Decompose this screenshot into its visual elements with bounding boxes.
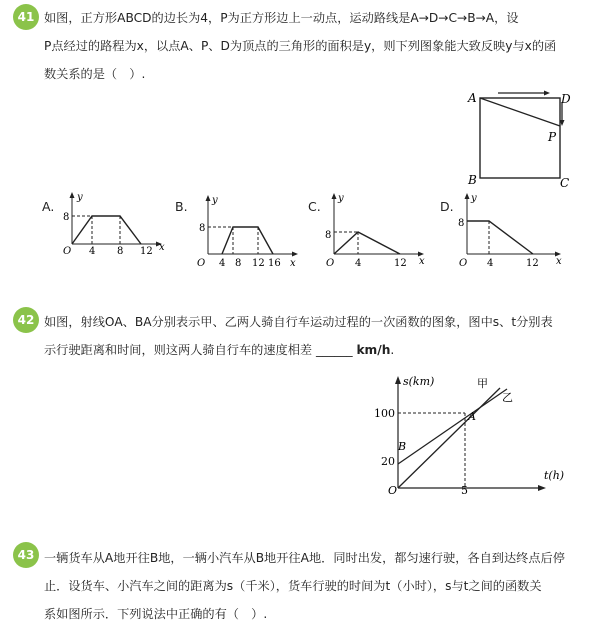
point-label-p: P: [548, 130, 557, 144]
origin-label: O: [197, 258, 206, 269]
y-axis-label: y: [77, 192, 83, 203]
y-tick-label: 100: [374, 407, 395, 420]
x-tick-label: 12: [394, 258, 407, 269]
origin-label: O: [63, 246, 72, 257]
point-label-a: A: [468, 410, 476, 423]
question-text-end: .: [390, 343, 395, 357]
x-tick-label: 4: [355, 258, 362, 269]
vertex-label-c: C: [560, 176, 570, 190]
question-text-line: P点经过的路程为x，以点A、P、D为顶点的三角形的面积是y，则下列图象能大致反映y与x的函: [44, 39, 557, 53]
question-text-line: 一辆货车从A地开往B地，一辆小汽车从B地开往A地．同时出发，都匀速行驶，各自到达终点后停: [44, 551, 565, 565]
question-text-line: 系如图所示．下列说法中正确的有（ ）.: [44, 607, 268, 621]
y-axis-label: y: [471, 193, 477, 204]
option-b-graph: [190, 190, 310, 270]
y-tick-label: 8: [325, 230, 332, 241]
question-number-badge: 43: [13, 542, 39, 568]
question-text: 示行驶距离和时间，则这两人骑自行车的速度相差: [44, 343, 313, 357]
x-axis-label: x: [159, 242, 165, 253]
unit-label: km/h: [356, 343, 391, 357]
x-tick-label: 4: [487, 258, 494, 269]
x-tick-label: 5: [461, 484, 468, 497]
question-text-line: 如图，射线OA、BA分别表示甲、乙两人骑自行车运动过程的一次函数的图象，图中s、t分别表: [44, 315, 553, 329]
x-tick-label: 8: [117, 246, 124, 257]
distance-time-graph: [372, 368, 572, 500]
y-tick-label: 8: [63, 212, 70, 223]
y-axis-label: y: [338, 193, 344, 204]
y-tick-label: 20: [381, 455, 395, 468]
option-label-d: D.: [440, 199, 454, 214]
y-tick-label: 8: [199, 223, 206, 234]
option-c-graph: [322, 188, 432, 270]
question-number-badge: 42: [13, 307, 39, 333]
line-label-jia: 甲: [477, 377, 488, 390]
question-number-badge: 41: [13, 4, 39, 30]
x-tick-label: 12: [252, 258, 265, 269]
question-text-line: 数关系的是（ ）.: [44, 67, 146, 81]
square-figure: [460, 86, 580, 194]
y-tick-label: 8: [458, 218, 465, 229]
x-tick-label: 12: [526, 258, 539, 269]
vertex-label-d: D: [561, 92, 571, 106]
x-axis-label: x: [290, 258, 296, 269]
option-label-b: B.: [175, 199, 188, 214]
option-a-graph: [58, 188, 170, 260]
point-label-b: B: [398, 440, 407, 453]
option-d-graph: [455, 188, 570, 270]
x-axis-label: x: [419, 256, 425, 267]
x-tick-label: 8: [235, 258, 242, 269]
x-axis-label: t(h): [544, 469, 565, 482]
origin-label: O: [388, 484, 398, 497]
vertex-label-a: A: [468, 91, 477, 105]
y-axis-label: s(km): [403, 375, 435, 388]
origin-label: O: [326, 258, 335, 269]
line-label-yi: 乙: [502, 391, 513, 404]
origin-label: O: [459, 258, 468, 269]
x-tick-label: 12: [140, 246, 153, 257]
x-axis-label: x: [556, 256, 562, 267]
answer-blank[interactable]: ______: [316, 343, 353, 357]
option-label-c: C.: [308, 199, 321, 214]
question-text-line: [44, 342, 394, 358]
vertex-label-b: B: [468, 173, 477, 187]
option-label-a: A.: [42, 199, 55, 214]
x-tick-label: 4: [219, 258, 226, 269]
x-tick-label: 4: [89, 246, 96, 257]
question-text-line: 如图，正方形ABCD的边长为4，P为正方形边上一动点，运动路线是A→D→C→B→A，设: [44, 11, 519, 25]
x-tick-label: 16: [268, 258, 281, 269]
y-axis-label: y: [212, 195, 218, 206]
question-text-line: 止．设货车、小汽车之间的距离为s（千米），货车行驶的时间为t（小时），s与t之间的函数关: [44, 579, 542, 593]
